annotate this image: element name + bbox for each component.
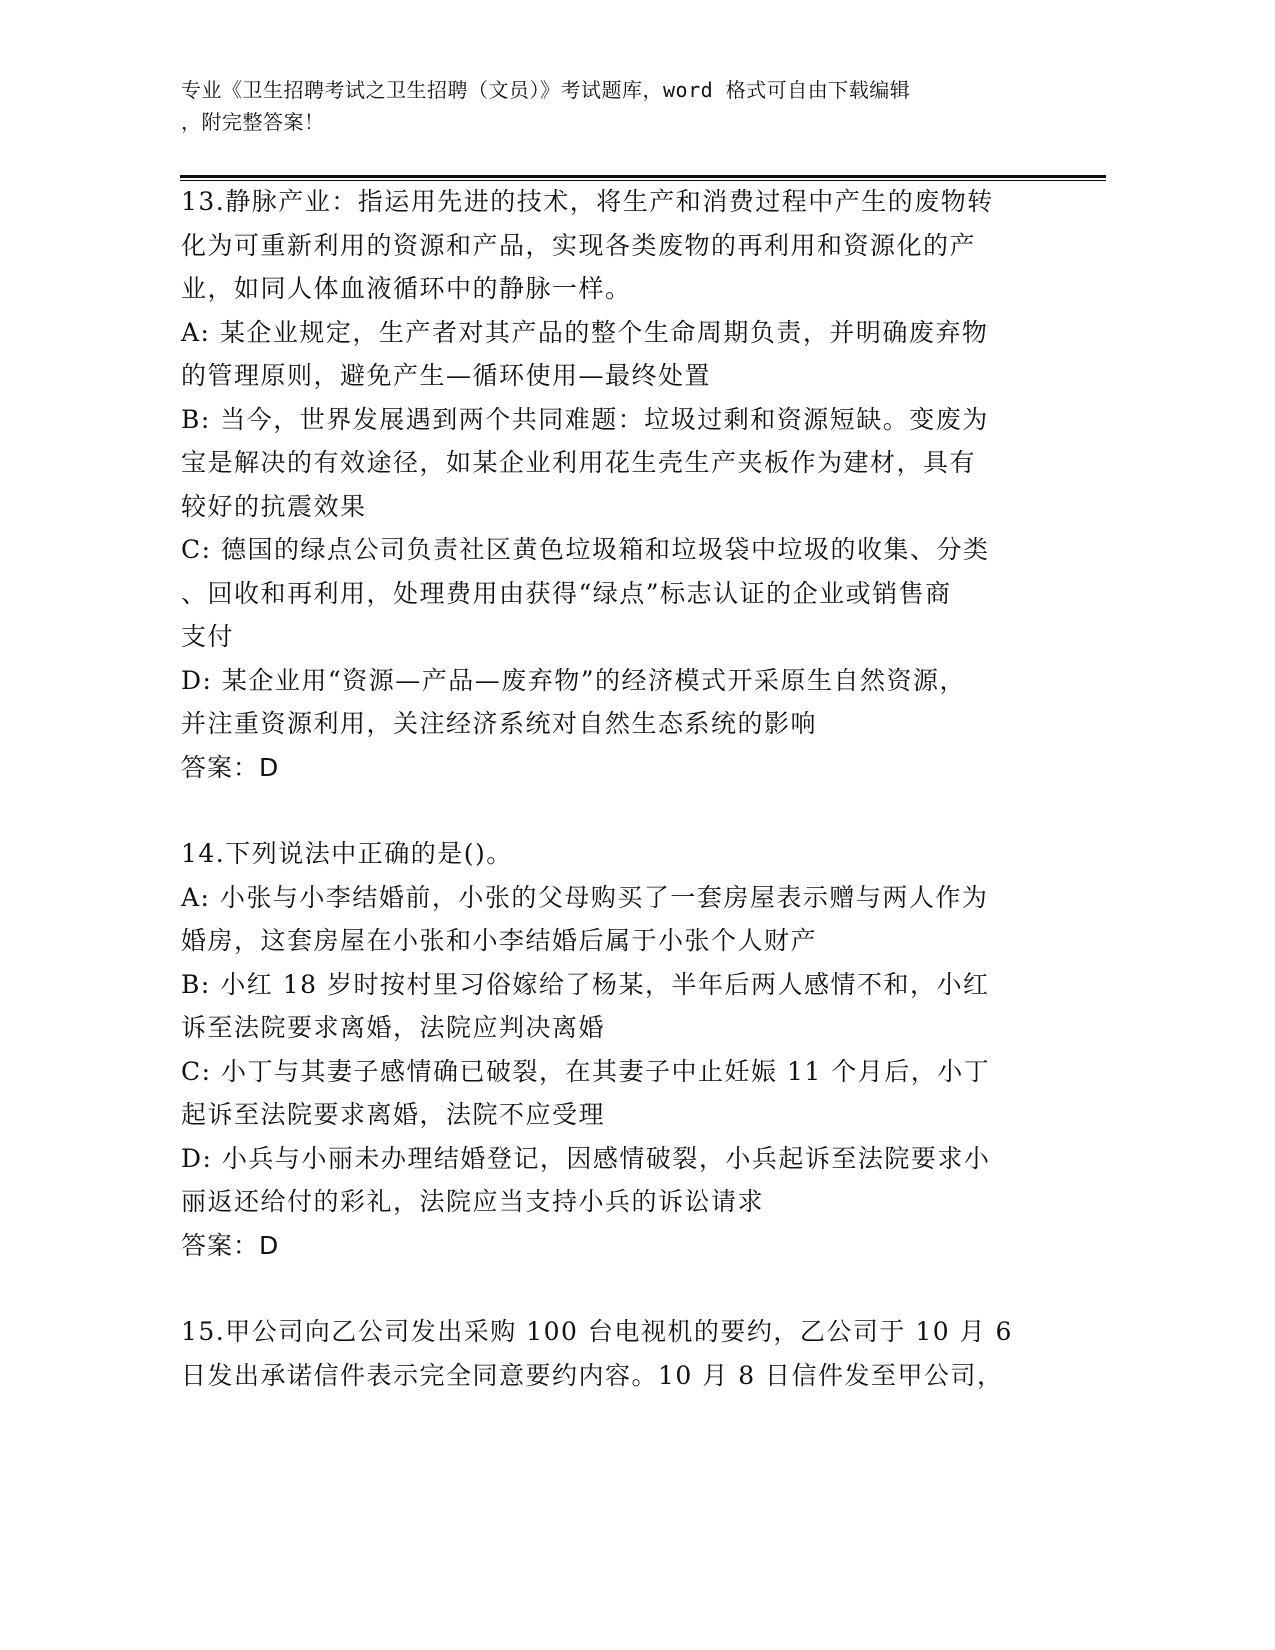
question-stem-line: 业，如同人体血液循环中的静脉一样。 bbox=[181, 274, 632, 303]
option-line: D: 某企业用“资源—产品—废弃物”的经济模式开采原生自然资源， bbox=[181, 665, 966, 695]
option-line: B: 小红 18 岁时按村里习俗嫁给了杨某，半年后两人感情不和，小红 bbox=[181, 969, 990, 999]
option-d bbox=[181, 1137, 1061, 1224]
question-list bbox=[181, 180, 1061, 1397]
question-stem-line: 日发出承诺信件表示完全同意要约内容。10 月 8 日信件发至甲公司， bbox=[181, 1360, 1004, 1390]
option-line: 婚房，这套房屋在小张和小李结婚后属于小张个人财产 bbox=[181, 926, 818, 955]
question-spacer bbox=[181, 789, 1061, 832]
header-line-1: 专业《卫生招聘考试之卫生招聘（文员）》考试题库，word 格式可自由下载编辑 bbox=[181, 78, 911, 102]
question-13 bbox=[181, 180, 1061, 789]
option-a bbox=[181, 311, 1061, 398]
header-line-2: ，附完整答案！ bbox=[181, 110, 325, 134]
option-line: 并注重资源利用，关注经济系统对自然生态系统的影响 bbox=[181, 709, 818, 738]
option-line: 诉至法院要求离婚，法院应判决离婚 bbox=[181, 1013, 606, 1042]
question-stem-line: 化为可重新利用的资源和产品，实现各类废物的再利用和资源化的产 bbox=[181, 230, 977, 260]
option-line: 宝是解决的有效途径，如某企业利用花生壳生产夹板作为建材，具有 bbox=[181, 448, 977, 477]
option-line: 的管理原则，避免产生—循环使用—最终处置 bbox=[181, 361, 712, 390]
question-14 bbox=[181, 832, 1061, 1267]
answer-label: 答案：D bbox=[181, 752, 280, 782]
question-stem-line: 13.静脉产业：指运用先进的技术，将生产和消费过程中产生的废物转 bbox=[181, 187, 994, 216]
question-15 bbox=[181, 1310, 1061, 1397]
question-stem-line: 15.甲公司向乙公司发出采购 100 台电视机的要约，乙公司于 10 月 6 bbox=[181, 1317, 1013, 1346]
option-line: 支付 bbox=[181, 622, 235, 651]
option-line: A: 小张与小李结婚前，小张的父母购买了一套房屋表示赠与两人作为 bbox=[181, 882, 989, 912]
option-d bbox=[181, 659, 1061, 746]
option-c bbox=[181, 528, 1061, 659]
option-b bbox=[181, 963, 1061, 1050]
option-line: C: 小丁与其妻子感情确已破裂，在其妻子中止妊娠 11 个月后，小丁 bbox=[181, 1056, 991, 1086]
option-c bbox=[181, 1050, 1061, 1137]
question-spacer bbox=[181, 1267, 1061, 1310]
option-line: 、回收和再利用，处理费用由获得“绿点”标志认证的企业或销售商 bbox=[181, 578, 952, 608]
option-line: B: 当今，世界发展遇到两个共同难题：垃圾过剩和资源短缺。变废为 bbox=[181, 404, 989, 434]
option-line: 起诉至法院要求离婚，法院不应受理 bbox=[181, 1100, 606, 1129]
header-divider bbox=[180, 175, 1106, 178]
option-a bbox=[181, 876, 1061, 963]
option-b bbox=[181, 398, 1061, 529]
option-line: 丽返还给付的彩礼，法院应当支持小兵的诉讼请求 bbox=[181, 1187, 765, 1216]
option-line: C: 德国的绿点公司负责社区黄色垃圾箱和垃圾袋中垃圾的收集、分类 bbox=[181, 535, 990, 564]
option-line: D: 小兵与小丽未办理结婚登记，因感情破裂，小兵起诉至法院要求小 bbox=[181, 1143, 991, 1173]
answer-label: 答案：D bbox=[181, 1230, 280, 1260]
option-line: 较好的抗震效果 bbox=[181, 491, 367, 521]
page-header bbox=[181, 74, 1031, 138]
option-line: A: 某企业规定，生产者对其产品的整个生命周期负责，并明确废弃物 bbox=[181, 317, 989, 347]
question-stem-line: 14.下列说法中正确的是()。 bbox=[181, 839, 513, 868]
